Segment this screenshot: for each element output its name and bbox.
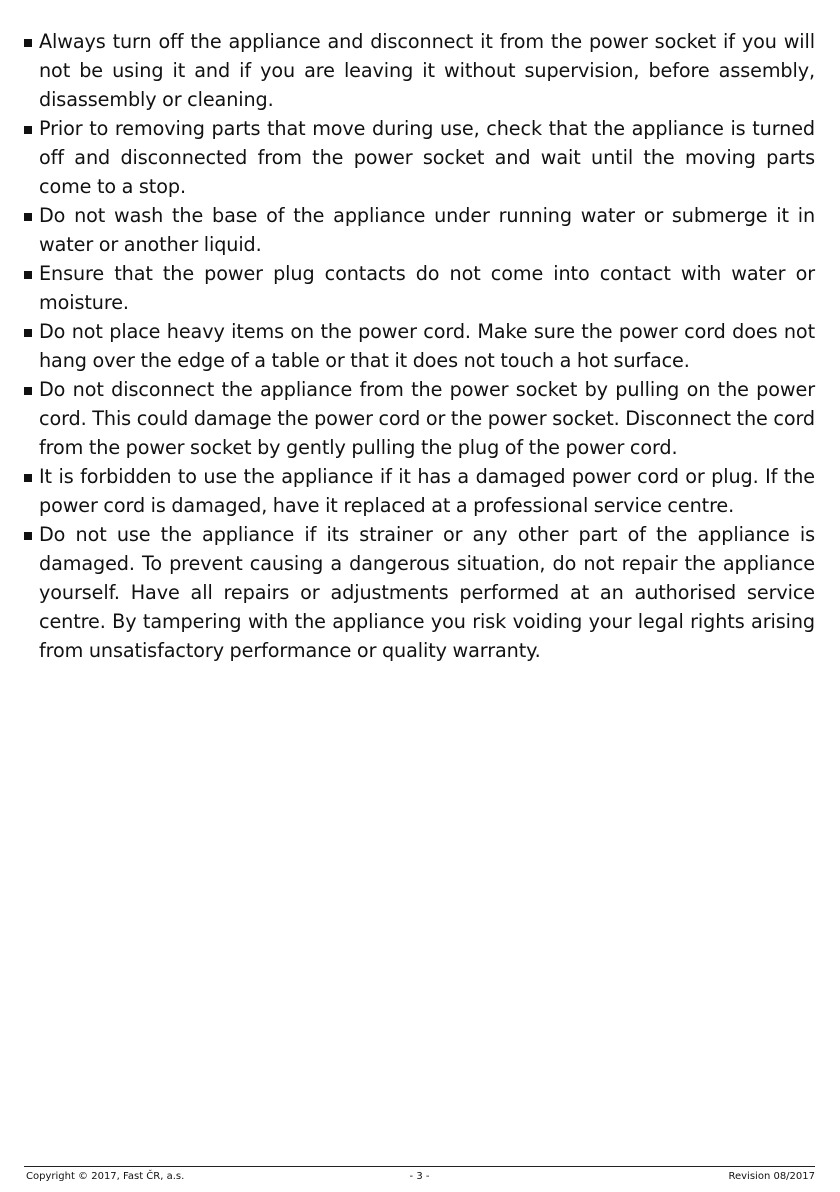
safety-instruction-text: Do not wash the base of the appliance under running water or submerge it in water or another liquid.	[39, 204, 815, 256]
safety-instruction-text: Do not use the appliance if its strainer or any other part of the appliance is damaged. To prevent causing a dangerous situation, do not repair the appliance yourself. Have all repairs or adjustments performed at an authorised service centre. By tampering with the appliance you risk voiding your legal rights arising from unsatisfactory performance or quality warranty.	[39, 523, 815, 662]
square-bullet-icon	[24, 387, 32, 395]
square-bullet-icon	[24, 271, 32, 279]
page-number: - 3 -	[409, 1171, 430, 1182]
safety-instruction-text: Ensure that the power plug contacts do not come into contact with water or moisture.	[39, 262, 815, 314]
safety-instruction-item	[24, 259, 815, 317]
revision-label: Revision 08/2017	[728, 1171, 815, 1182]
safety-instruction-text: Always turn off the appliance and disconnect it from the power socket if you will not be using it and if you are leaving it without supervision, before assembly, disassembly or cleaning.	[39, 30, 815, 111]
safety-instruction-item	[24, 27, 815, 114]
safety-instruction-text: Do not place heavy items on the power cord. Make sure the power cord does not hang over the edge of a table or that it does not touch a hot surface.	[39, 320, 815, 372]
safety-instruction-item	[24, 520, 815, 665]
safety-instructions-list	[24, 27, 815, 665]
safety-instruction-text: Prior to removing parts that move during use, check that the appliance is turned off and disconnected from the power socket and wait until the moving parts come to a stop.	[39, 117, 815, 198]
square-bullet-icon	[24, 532, 32, 540]
safety-instruction-item	[24, 201, 815, 259]
square-bullet-icon	[24, 126, 32, 134]
safety-instruction-text: Do not disconnect the appliance from the power socket by pulling on the power cord. This could damage the power cord or the power socket. Disconnect the cord from the power socket by gently pulling the plug of the power cord.	[39, 378, 815, 459]
square-bullet-icon	[24, 39, 32, 47]
square-bullet-icon	[24, 213, 32, 221]
safety-instruction-item	[24, 114, 815, 201]
safety-instruction-item	[24, 317, 815, 375]
square-bullet-icon	[24, 474, 32, 482]
safety-instruction-text: It is forbidden to use the appliance if it has a damaged power cord or plug. If the power cord is damaged, have it replaced at a professional service centre.	[39, 465, 815, 517]
square-bullet-icon	[24, 329, 32, 337]
page-footer	[24, 1166, 815, 1187]
safety-instruction-item	[24, 375, 815, 462]
copyright-notice: Copyright © 2017, Fast ČR, a.s.	[26, 1171, 185, 1182]
safety-instruction-item	[24, 462, 815, 520]
